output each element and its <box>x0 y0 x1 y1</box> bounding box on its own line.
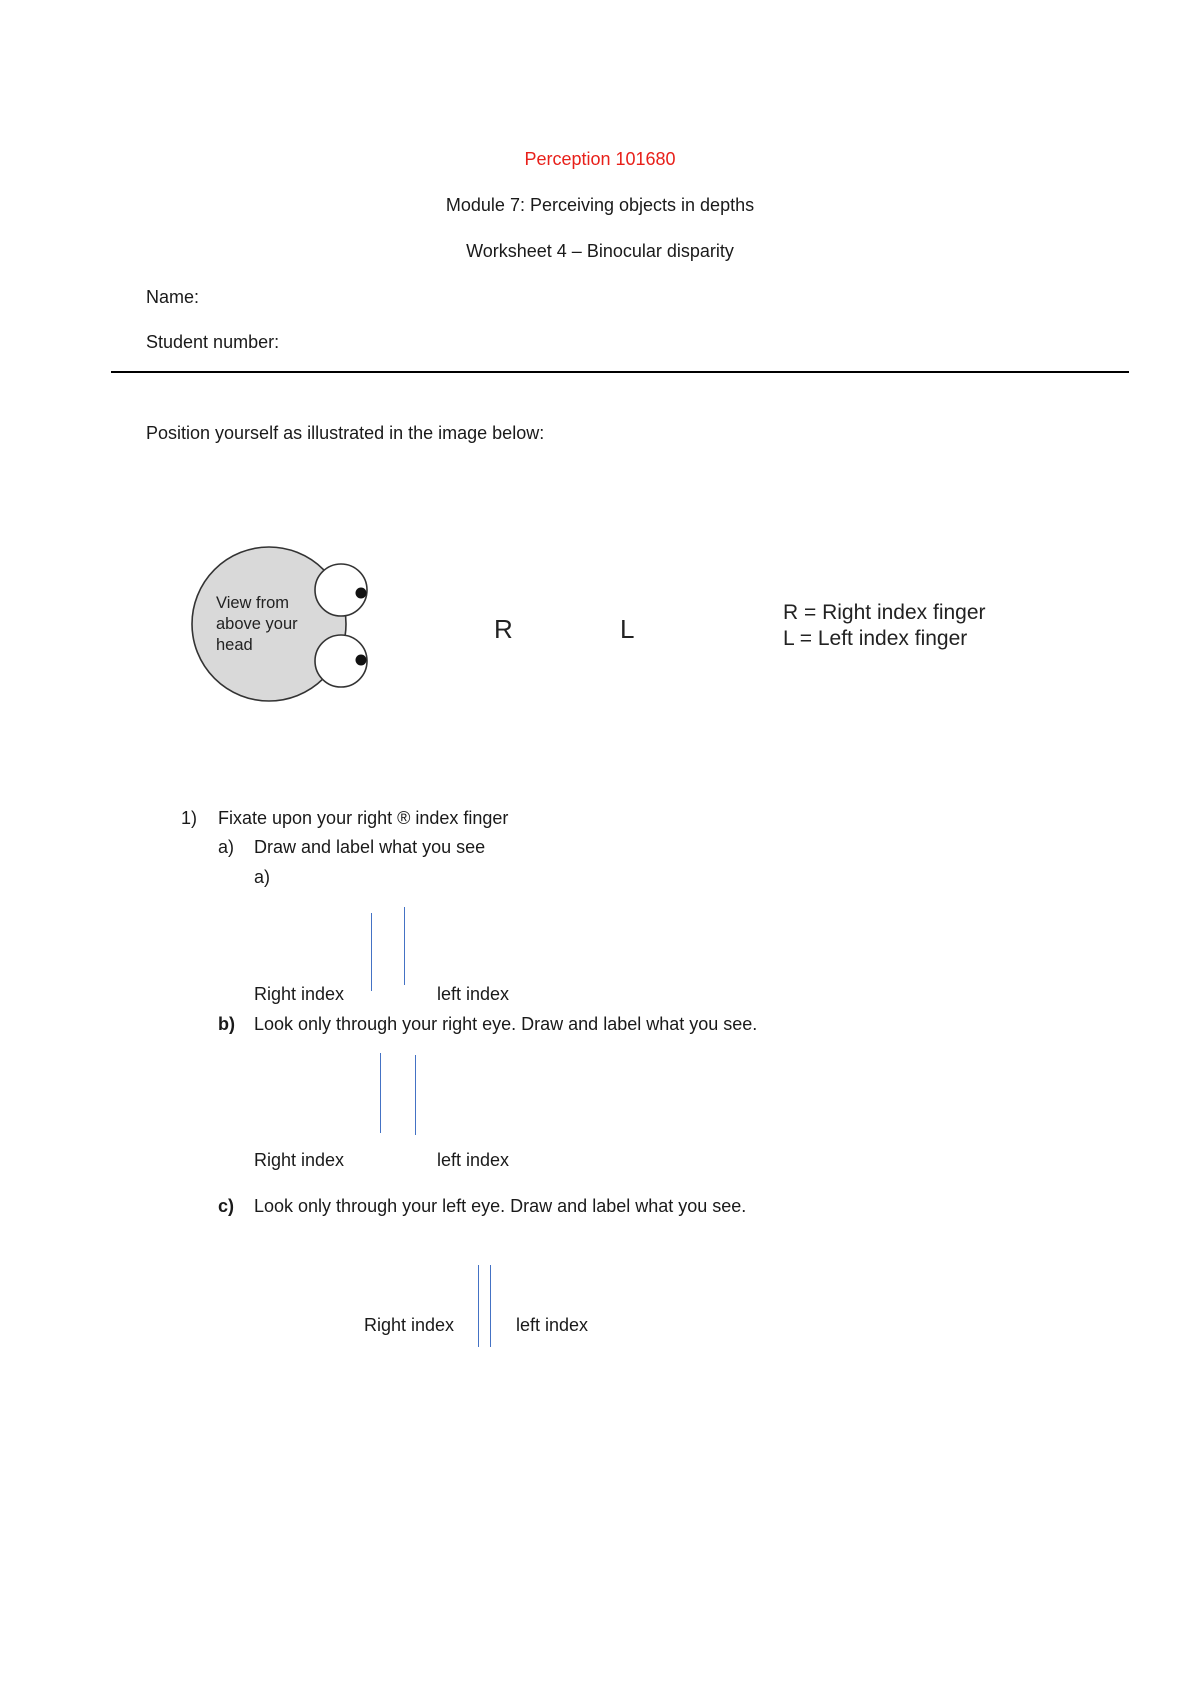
student-number-label: Student number: <box>146 332 280 352</box>
part-b-letter: b) <box>218 1014 235 1034</box>
part-b-text: Look only through your right eye. Draw and label what you see. <box>254 1014 758 1034</box>
course-title: Perception 101680 <box>524 149 676 169</box>
head-label-line: View from <box>216 594 290 612</box>
part-a-text: Draw and label what you see <box>254 837 486 857</box>
head-label-line: head <box>216 636 253 654</box>
part-b-left-label: left index <box>437 1150 510 1170</box>
part-c-left-label: left index <box>516 1315 589 1335</box>
module-title: Module 7: Perceiving objects in depths <box>445 195 755 215</box>
legend-right: R = Right index finger <box>783 601 986 624</box>
part-a-letter: a) <box>218 837 235 857</box>
figure-legend <box>783 600 986 652</box>
question-text: Fixate upon your right ® index finger <box>218 808 509 828</box>
part-c-right-finger-line <box>478 1265 479 1347</box>
part-b-left-finger-line <box>415 1055 416 1135</box>
part-c-letter: c) <box>218 1196 235 1216</box>
part-b-right-label: Right index <box>254 1150 345 1170</box>
part-a-sub-letter: a) <box>254 867 271 887</box>
instruction-text: Position yourself as illustrated in the image below: <box>146 423 545 443</box>
legend-left: L = Left index finger <box>783 627 968 650</box>
header-divider <box>111 371 1129 373</box>
part-a-right-label: Right index <box>254 984 345 1004</box>
name-label: Name: <box>146 287 200 307</box>
head-label <box>216 593 298 656</box>
head-label-line: above your <box>216 615 298 633</box>
left-finger-marker: L <box>620 614 635 644</box>
worksheet-title: Worksheet 4 – Binocular disparity <box>466 241 734 261</box>
part-c-text: Look only through your left eye. Draw and label what you see. <box>254 1196 747 1216</box>
part-c-left-finger-line <box>490 1265 491 1347</box>
question-number: 1) <box>181 808 198 828</box>
part-a-left-label: left index <box>437 984 510 1004</box>
part-b-right-finger-line <box>380 1053 381 1133</box>
upper-pupil <box>356 588 367 599</box>
right-finger-marker: R <box>494 614 513 644</box>
part-a-right-finger-line <box>371 913 372 991</box>
lower-pupil <box>356 655 367 666</box>
part-a-left-finger-line <box>404 907 405 985</box>
part-c-right-label: Right index <box>364 1315 455 1335</box>
